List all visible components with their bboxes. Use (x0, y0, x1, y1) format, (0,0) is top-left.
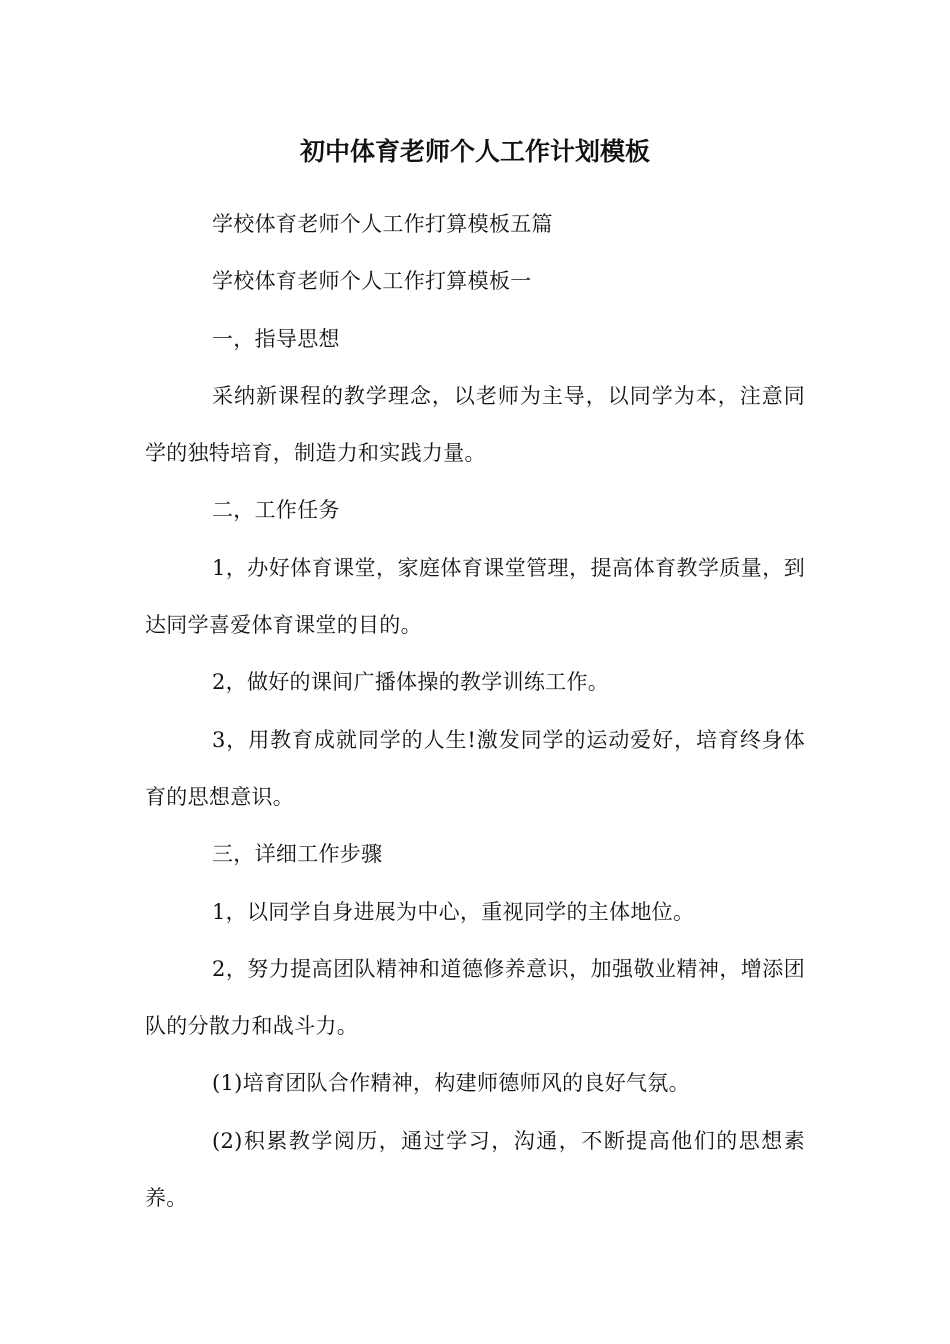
paragraph-guiding-ideology: 采纳新课程的教学理念，以老师为主导，以同学为本，注意同学的独特培育，制造力和实践力量。 (145, 383, 805, 466)
paragraph-step-2-sub-1: (1)培育团队合作精神，构建师德师风的良好气氛。 (212, 1071, 690, 1096)
paragraph-task-2: 2，做好的课间广播体操的教学训练工作。 (212, 670, 610, 695)
paragraph-step-2-sub-2: (2)积累教学阅历，通过学习，沟通，不断提高他们的思想素养。 (145, 1128, 805, 1211)
paragraph-task-1: 1，办好体育课堂，家庭体育课堂管理，提高体育教学质量，到达同学喜爱体育课堂的目的。 (145, 555, 805, 638)
document-title: 初中体育老师个人工作计划模板 (299, 137, 650, 166)
document-body (145, 196, 805, 1227)
paragraph-task-3: 3，用教育成就同学的人生!激发同学的运动爱好，培育终身体育的思想意识。 (145, 727, 805, 809)
paragraph-template-one-heading: 学校体育老师个人工作打算模板一 (212, 269, 532, 294)
paragraph-step-2: 2，努力提高团队精神和道德修养意识，加强敬业精神，增添团队的分散力和战斗力。 (145, 956, 805, 1039)
section-heading-work-tasks: 二，工作任务 (212, 498, 340, 523)
section-heading-work-steps: 三，详细工作步骤 (212, 842, 383, 867)
paragraph-subtitle: 学校体育老师个人工作打算模板五篇 (212, 212, 553, 236)
section-heading-guiding-ideology: 一，指导思想 (212, 326, 340, 351)
paragraph-step-1: 1，以同学自身进展为中心，重视同学的主体地位。 (212, 899, 695, 924)
